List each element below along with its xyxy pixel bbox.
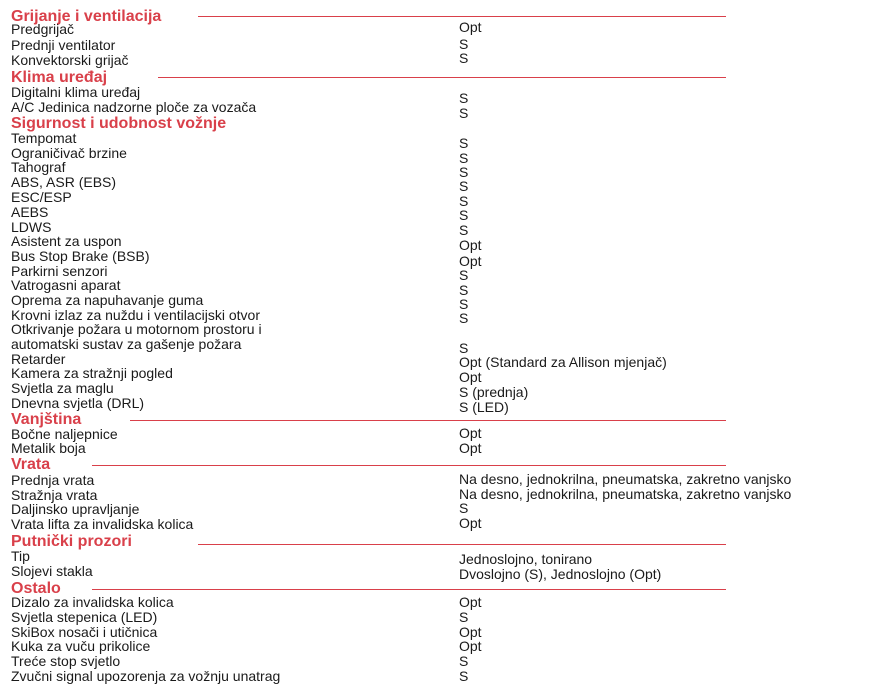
spec-value-row — [0, 501, 871, 516]
spec-value-row — [0, 669, 871, 684]
spec-value-row — [0, 567, 871, 582]
spec-label: Prednji ventilator — [11, 37, 116, 53]
spec-label: Ograničivač brzine — [11, 145, 127, 161]
spec-value: S — [459, 653, 469, 669]
spec-value: S — [459, 105, 469, 121]
spec-value: Opt — [459, 440, 482, 456]
spec-row — [0, 322, 871, 337]
spec-value: Opt — [459, 624, 482, 640]
spec-label: Predgrijač — [11, 21, 75, 37]
spec-value: S (LED) — [459, 399, 509, 415]
spec-value: S — [459, 193, 469, 209]
spec-value-row — [0, 487, 871, 502]
spec-label: ABS, ASR (EBS) — [11, 174, 117, 190]
spec-label: SkiBox nosači i utičnica — [11, 624, 158, 640]
spec-value: S — [459, 267, 469, 283]
spec-label: Treće stop svjetlo — [11, 653, 121, 669]
spec-value-row — [0, 595, 871, 610]
spec-value: Opt — [459, 237, 482, 253]
spec-value: S — [459, 178, 469, 194]
spec-label: Dnevna svjetla (DRL) — [11, 395, 145, 411]
section-divider — [198, 544, 726, 545]
spec-label: Svjetla za maglu — [11, 380, 114, 396]
spec-label: ESC/ESP — [11, 189, 72, 205]
spec-value: S — [459, 90, 469, 106]
spec-label: Bočne naljepnice — [11, 426, 118, 442]
spec-value: Dvoslojno (S), Jednoslojno (Opt) — [459, 566, 662, 582]
section-divider — [198, 16, 726, 17]
spec-value: Na desno, jednokrilna, pneumatska, zakretno vanjsko — [459, 471, 792, 487]
spec-label: Asistent za uspon — [11, 233, 122, 249]
spec-value-row — [0, 426, 871, 441]
spec-value-row — [0, 51, 871, 66]
spec-value: Na desno, jednokrilna, pneumatska, zakretno vanjsko — [459, 486, 792, 502]
spec-value: Opt — [459, 425, 482, 441]
spec-value: S — [459, 207, 469, 223]
section-title: Klima uređaj — [11, 69, 108, 86]
spec-value: S — [459, 609, 469, 625]
spec-label: Krovni izlaz za nuždu i ventilacijski otvor — [11, 307, 260, 323]
spec-label: Konvektorski grijač — [11, 52, 129, 68]
spec-label: Tempomat — [11, 130, 77, 146]
spec-value: S — [459, 500, 469, 516]
spec-value: Opt — [459, 369, 482, 385]
spec-label: Svjetla stepenica (LED) — [11, 609, 158, 625]
spec-value: Opt — [459, 594, 482, 610]
spec-value: S — [459, 310, 469, 326]
section-title: Ostalo — [11, 580, 61, 597]
spec-label: Tip — [11, 548, 30, 564]
spec-value-row — [0, 516, 871, 531]
section-divider — [158, 77, 726, 78]
section-title: Vanjština — [11, 411, 82, 428]
spec-value: Opt — [459, 253, 482, 269]
spec-value-row — [0, 37, 871, 52]
spec-label: Parkirni senzori — [11, 263, 108, 279]
spec-value: S (prednja) — [459, 384, 529, 400]
spec-label: Kamera za stražnji pogled — [11, 365, 173, 381]
spec-label: Otkrivanje požara u motornom prostoru i — [11, 321, 262, 337]
spec-label: Kuka za vuču prikolice — [11, 638, 151, 654]
spec-value-row — [0, 472, 871, 487]
spec-value: Opt — [459, 638, 482, 654]
spec-value: S — [459, 150, 469, 166]
spec-label: automatski sustav za gašenje požara — [11, 336, 242, 352]
spec-value: S — [459, 340, 469, 356]
section-title: Sigurnost i udobnost vožnje — [11, 115, 227, 132]
section-title: Grijanje i ventilacija — [11, 8, 162, 25]
spec-value-row — [0, 654, 871, 669]
section-title: Vrata — [11, 456, 51, 473]
spec-label: Prednja vrata — [11, 472, 95, 488]
spec-value-row — [0, 400, 871, 415]
spec-label: AEBS — [11, 204, 49, 220]
spec-label: Digitalni klima uređaj — [11, 84, 141, 100]
spec-label: Metalik boja — [11, 440, 86, 456]
spec-label: Tahograf — [11, 159, 66, 175]
spec-value: S — [459, 296, 469, 312]
section-divider — [92, 465, 726, 466]
spec-value-row — [0, 441, 871, 456]
spec-label: Stražnja vrata — [11, 487, 98, 503]
spec-value: S — [459, 135, 469, 151]
section-divider — [92, 589, 726, 590]
spec-value: S — [459, 164, 469, 180]
spec-value: Opt — [459, 515, 482, 531]
spec-label: Zvučni signal upozorenja za vožnju unatrag — [11, 668, 281, 684]
spec-label: Oprema za napuhavanje guma — [11, 292, 204, 308]
spec-value: S — [459, 222, 469, 238]
spec-value: S — [459, 668, 469, 684]
spec-label: Vrata lifta za invalidska kolica — [11, 516, 194, 532]
spec-label: Vatrogasni aparat — [11, 277, 121, 293]
spec-label: Daljinsko upravljanje — [11, 501, 140, 517]
spec-value: Jednoslojno, tonirano — [459, 551, 593, 567]
section-title: Putnički prozori — [11, 533, 132, 550]
spec-value-row — [0, 639, 871, 654]
section-divider — [130, 420, 726, 421]
spec-label: A/C Jedinica nadzorne ploče za vozača — [11, 99, 257, 115]
spec-value-row — [0, 20, 871, 35]
spec-value: S — [459, 36, 469, 52]
spec-value: Opt (Standard za Allison mjenjač) — [459, 354, 667, 370]
spec-value: S — [459, 282, 469, 298]
spec-label: LDWS — [11, 219, 52, 235]
spec-label: Dizalo za invalidska kolica — [11, 594, 174, 610]
spec-label: Bus Stop Brake (BSB) — [11, 248, 150, 264]
spec-label: Slojevi stakla — [11, 563, 93, 579]
spec-value: S — [459, 50, 469, 66]
spec-label: Retarder — [11, 351, 66, 367]
spec-value: Opt — [459, 19, 482, 35]
spec-value-row — [0, 610, 871, 625]
